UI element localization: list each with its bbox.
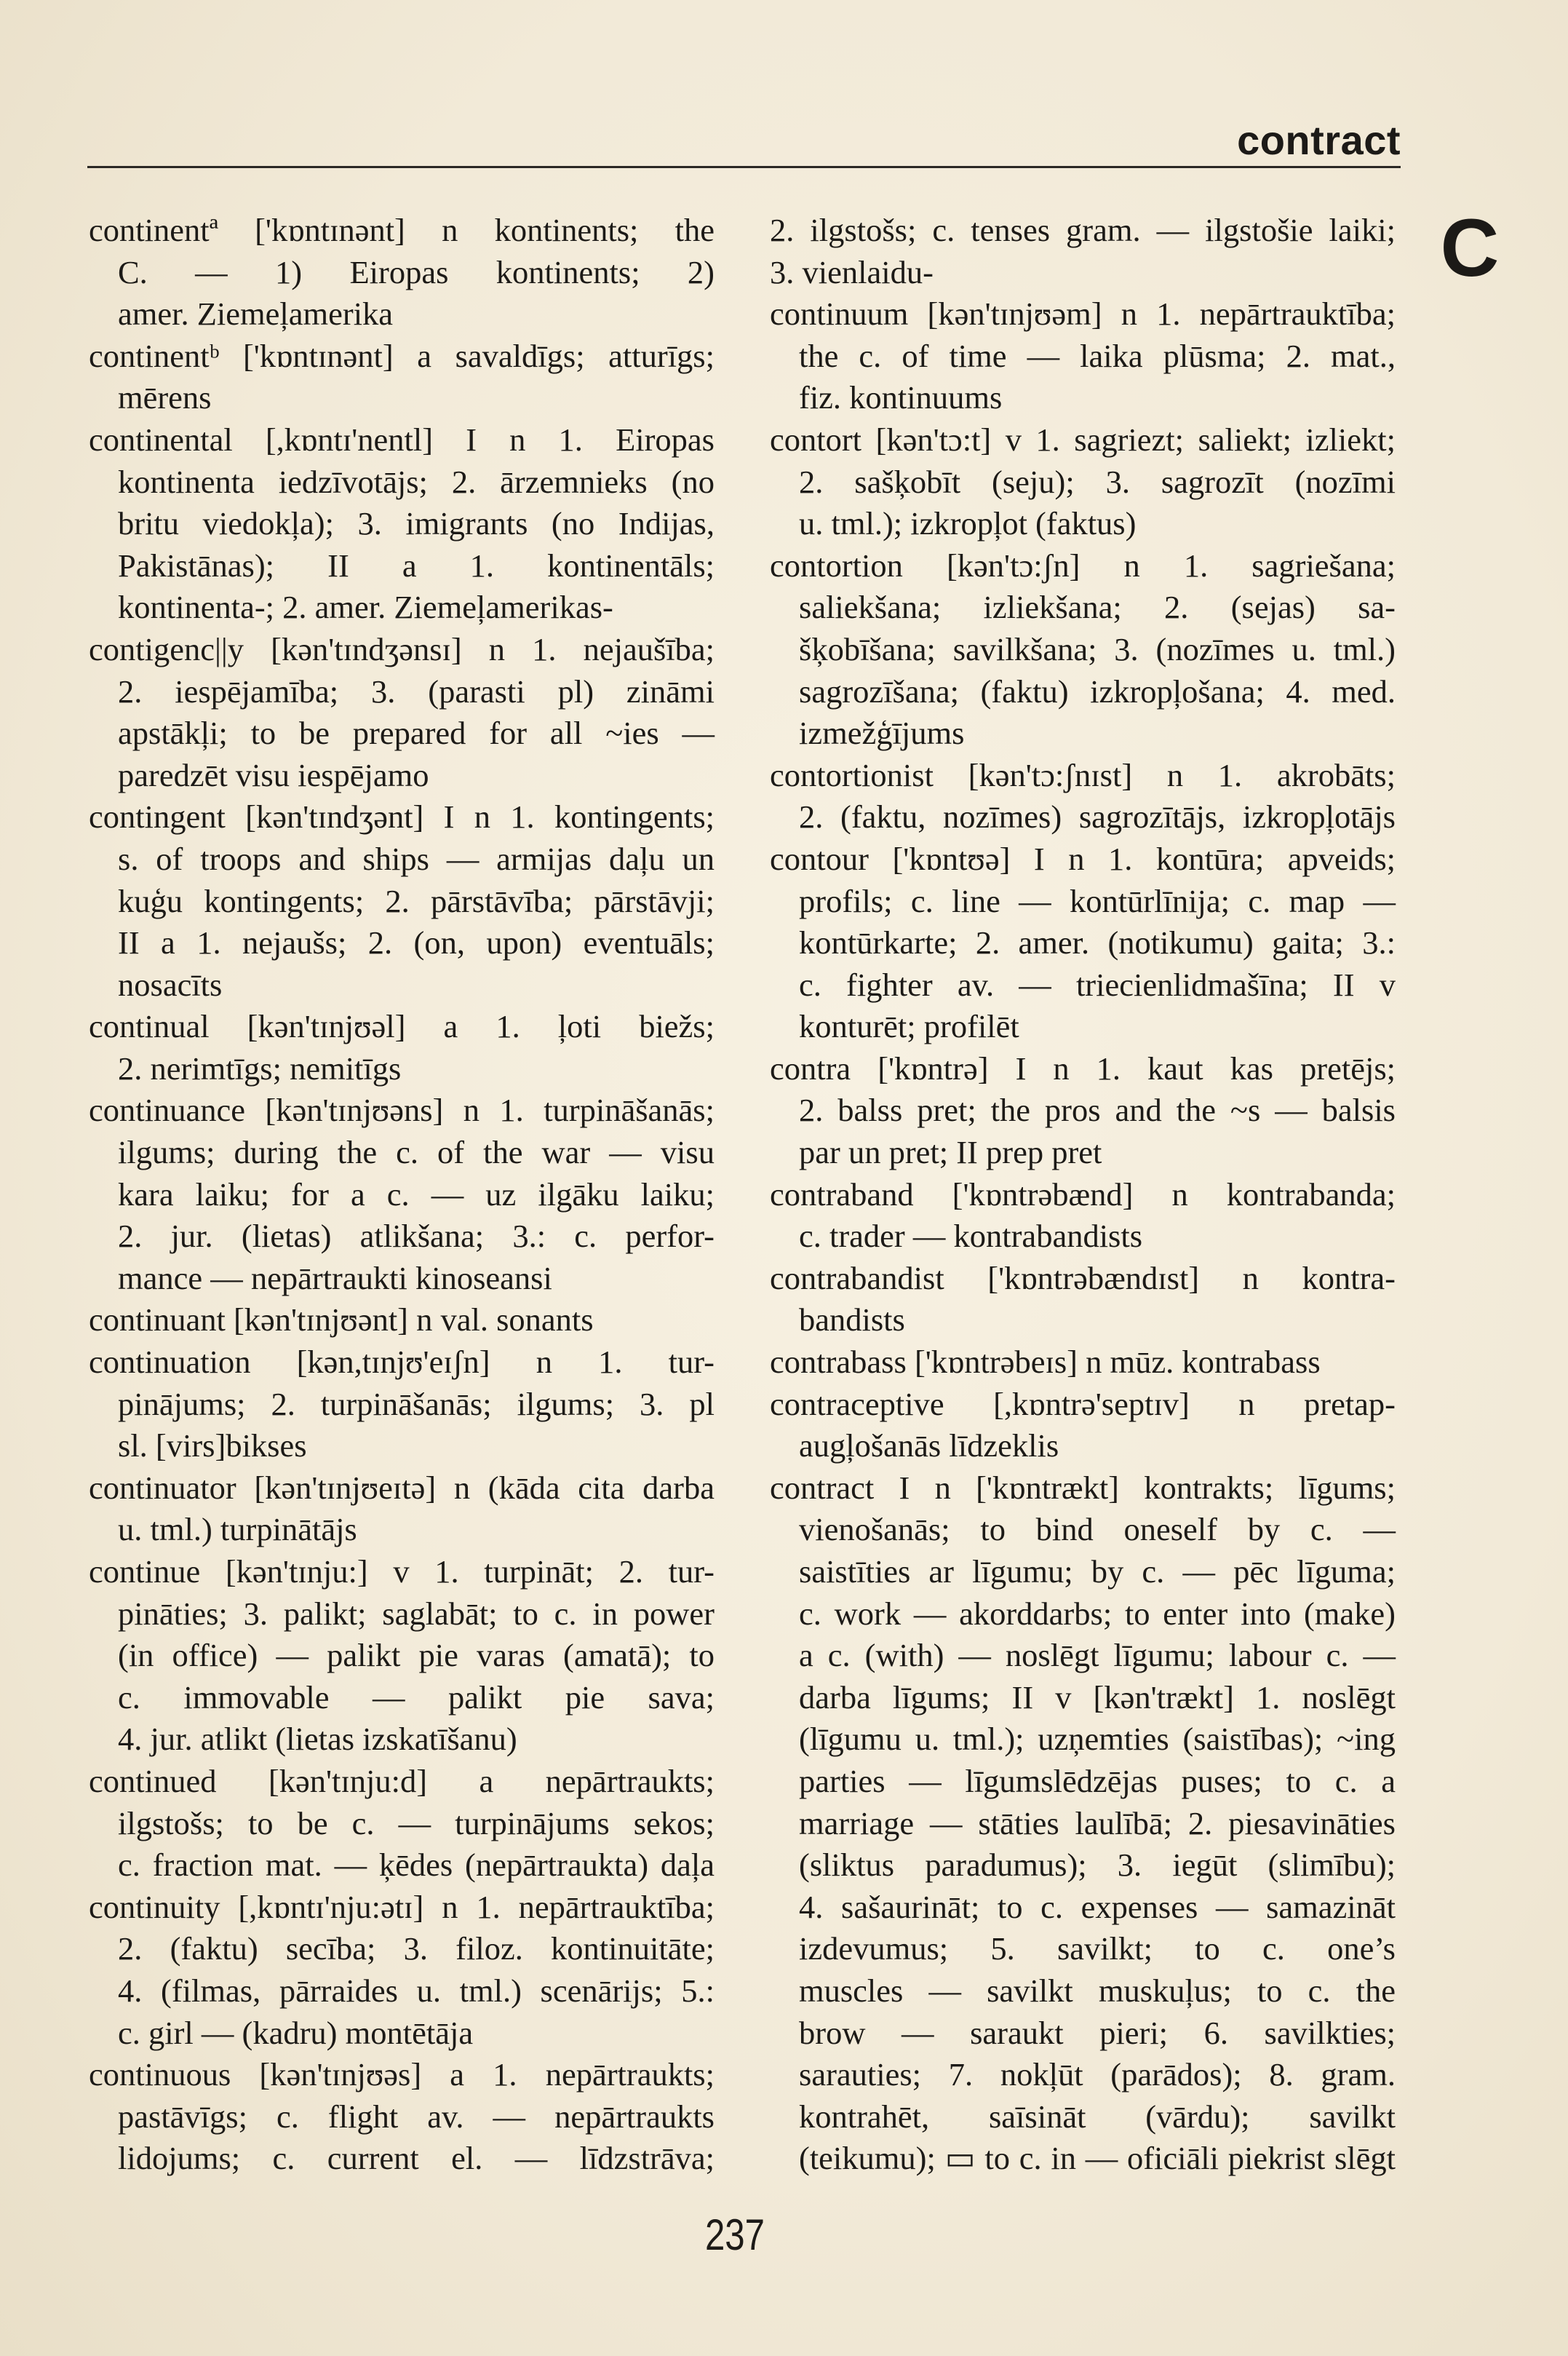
entry-line: contortion [kən'tɔ:ʃn] n 1. sagriešana; — [770, 547, 1396, 584]
entry-continuation-line: ilgstošs; to be c. — turpinājums sekos; — [118, 1804, 715, 1841]
entry-continuation-line: brow — saraukt pieri; 6. savilkties; — [799, 2014, 1396, 2051]
entry-continuation-line: kontinenta-; 2. amer. Ziemeļamerikas- — [118, 589, 613, 626]
entry-line: continuant [kən'tɪnjʊənt] n val. sonants — [89, 1301, 594, 1338]
right-column — [770, 210, 1396, 2180]
entry-continuation-line: kontūrkarte; 2. amer. (notikumu) gaita; 3.: — [799, 924, 1396, 961]
entry-continuation-line: c. fraction mat. — ķēdes (nepārtraukta) daļa — [118, 1847, 715, 1884]
entry-continuation-line: saistīties ar līgumu; by c. — pēc līguma; — [799, 1553, 1396, 1590]
entry-line: continual [kən'tɪnjʊəl] a 1. ļoti biežs; — [89, 1008, 715, 1045]
entry-continuation-line: sarauties; 7. nokļūt (parādos); 8. gram. — [799, 2056, 1396, 2093]
entry-continuation-line: izmežģījums — [799, 715, 965, 752]
entry-line: contour ['kɒntʊə] I n 1. kontūra; apveids; — [770, 840, 1396, 877]
entry-continuation-line: pināties; 3. palikt; saglabāt; to c. in power — [118, 1595, 715, 1632]
entry-continuation-line: Pakistānas); II a 1. kontinentāls; — [118, 547, 715, 584]
entry-continuation-line: 2. jur. (lietas) atlikšana; 3.: c. perfor- — [118, 1218, 715, 1255]
entry-continuation-line: parties — līgumslēdzējas puses; to c. a — [799, 1762, 1396, 1799]
entry-line: 2. ilgstošs; c. tenses gram. — ilgstošie laiki; — [770, 212, 1396, 248]
entry-continuation-line: sagrozīšana; (faktu) izkropļošana; 4. med. — [799, 673, 1396, 710]
entry-line: continuation [kən,tɪnjʊ'eɪʃn] n 1. tur- — [89, 1344, 715, 1381]
entry-continuation-line: amer. Ziemeļamerika — [118, 296, 394, 333]
entry-continuation-line: britu viedokļa); 3. imigrants (no Indijas, — [118, 505, 715, 542]
entry-line: contract I n ['kɒntrækt] kontrakts; līgums; — [770, 1469, 1396, 1506]
entry-continuation-line: 4. (filmas, pārraides u. tml.) scenārijs; 5.: — [118, 1972, 715, 2009]
entry-continuation-line: 2. balss pret; the pros and the ~s — balsis — [799, 1092, 1396, 1129]
entry-line: contort [kən'tɔ:t] v 1. sagriezt; saliekt; izliekt; — [770, 421, 1396, 458]
entry-continuation-line: 4. jur. atlikt (lietas izskatīšanu) — [118, 1721, 517, 1758]
entry-continuation-line: 4. sašaurināt; to c. expenses — samazināt — [799, 1888, 1396, 1925]
entry-continuation-line: saliekšana; izliekšana; 2. (sejas) sa- — [799, 589, 1396, 626]
entry-line: continentª ['kɒntɪnənt] n kontinents; the — [89, 212, 715, 248]
entry-continuation-line: lidojums; c. current el. — līdzstrāva; — [118, 2140, 715, 2177]
entry-line: contrabandist ['kɒntrəbændɪst] n kontra- — [770, 1259, 1396, 1296]
entry-continuation-line: (līgumu u. tml.); uzņemties (saistības); ~ing — [799, 1721, 1396, 1758]
entry-continuation-line: c. fighter av. — triecienlidmašīna; II v — [799, 966, 1396, 1003]
entry-continuation-line: bandists — [799, 1301, 905, 1338]
left-column — [89, 210, 715, 2180]
entry-continuation-line: 2. sašķobīt (seju); 3. sagrozīt (nozīmi — [799, 463, 1396, 500]
entry-line: continuator [kən'tɪnjʊeɪtə] n (kāda cita darba — [89, 1469, 715, 1506]
entry-continuation-line: apstākļi; to be prepared for all ~ies — — [118, 715, 715, 752]
entry-line: contortionist [kən'tɔ:ʃnɪst] n 1. akrobāts; — [770, 756, 1396, 793]
entry-continuation-line: marriage — stāties laulībā; 2. piesavināties — [799, 1804, 1396, 1841]
entry-continuation-line: augļošanās līdzeklis — [799, 1427, 1059, 1464]
entry-continuation-line: C. — 1) Eiropas kontinents; 2) — [118, 253, 715, 290]
entry-line: continental [,kɒntɪ'nentl] I n 1. Eiropas — [89, 421, 715, 458]
entry-continuation-line: šķobīšana; savilkšana; 3. (nozīmes u. tml.) — [799, 630, 1396, 667]
entry-line: continuous [kən'tɪnjʊəs] a 1. nepārtraukts; — [89, 2056, 715, 2093]
entry-continuation-line: pastāvīgs; c. flight av. — nepārtraukts — [118, 2098, 715, 2135]
guide-word: contract — [1237, 117, 1401, 163]
entry-continuation-line: c. trader — kontrabandists — [799, 1218, 1143, 1255]
entry-line: contra ['kɒntrə] I n 1. kaut kas pretējs; — [770, 1050, 1396, 1087]
entry-continuation-line: profils; c. line — kontūrlīnija; c. map — — [799, 882, 1396, 919]
entry-continuation-line: II a 1. nejaušs; 2. (on, upon) eventuāls; — [118, 924, 715, 961]
entry-line: continuity [,kɒntɪ'nju:ətɪ] n 1. nepārtrauktība; — [89, 1888, 715, 1925]
section-letter: C — [1440, 202, 1500, 293]
entry-continuation-line: 2. nerimtīgs; nemitīgs — [118, 1050, 402, 1087]
page-number: 237 — [704, 2210, 765, 2259]
entry-continuation-line: mērens — [118, 379, 212, 416]
entry-continuation-line: kontinenta iedzīvotājs; 2. ārzemnieks (no — [118, 463, 715, 500]
entry-continuation-line: a c. (with) — noslēgt līgumu; labour c. — — [799, 1637, 1396, 1674]
entry-line: continue [kən'tɪnju:] v 1. turpināt; 2. tur- — [89, 1553, 715, 1590]
entry-continuation-line: c. work — akorddarbs; to enter into (make) — [799, 1595, 1396, 1632]
entry-line: 3. vienlaidu- — [770, 253, 934, 290]
entry-line: continentᵇ ['kɒntɪnənt] a savaldīgs; atturīgs; — [89, 337, 715, 374]
entry-line: contraceptive [,kɒntrə'septɪv] n pretap- — [770, 1385, 1396, 1422]
entry-continuation-line: vienošanās; to bind oneself by c. — — [799, 1511, 1396, 1548]
entry-continuation-line: c. immovable — palikt pie sava; — [118, 1678, 715, 1716]
entry-line: continuance [kən'tɪnjʊəns] n 1. turpināšanās; — [89, 1092, 715, 1129]
entry-continuation-line: fiz. kontinuums — [799, 379, 1003, 416]
entry-continuation-line: mance — nepārtraukti kinoseansi — [118, 1259, 552, 1296]
entry-continuation-line: nosacīts — [118, 966, 223, 1003]
entry-line: continued [kən'tɪnju:d] a nepārtraukts; — [89, 1762, 715, 1799]
entry-continuation-line: paredzēt visu iespējamo — [118, 756, 429, 793]
entry-continuation-line: 2. (faktu, nozīmes) sagrozītājs, izkropļotājs — [799, 798, 1396, 836]
entry-continuation-line: c. girl — (kadru) montētāja — [118, 2014, 474, 2051]
entry-continuation-line: (in office) — palikt pie varas (amatā); to — [118, 1637, 715, 1674]
entry-continuation-line: muscles — savilkt muskuļus; to c. the — [799, 1972, 1396, 2009]
entry-line: contigenc||y [kən'tɪndʒənsɪ] n 1. nejaušība; — [89, 630, 715, 667]
entry-continuation-line: 2. iespējamība; 3. (parasti pl) zināmi — [118, 673, 715, 710]
entry-line: continuum [kən'tɪnjʊəm] n 1. nepārtrauktība; — [770, 296, 1396, 333]
entry-continuation-line: konturēt; profilēt — [799, 1008, 1019, 1045]
entry-continuation-line: darba līgums; II v [kən'trækt] 1. noslēgt — [799, 1678, 1396, 1716]
entry-continuation-line: (teikumu); ▭ to c. in — oficiāli piekrist slēgt — [799, 2140, 1396, 2177]
entry-continuation-line: kara laiku; for a c. — uz ilgāku laiku; — [118, 1175, 715, 1213]
entry-continuation-line: u. tml.); izkropļot (faktus) — [799, 505, 1137, 542]
entry-line: contraband ['kɒntrəbænd] n kontrabanda; — [770, 1175, 1396, 1213]
entry-continuation-line: pinājums; 2. turpināšanās; ilgums; 3. pl — [118, 1385, 715, 1422]
entry-continuation-line: izdevumus; 5. savilkt; to c. one’s — [799, 1930, 1396, 1967]
entry-continuation-line: s. of troops and ships — armijas daļu un — [118, 840, 715, 877]
header-rule — [87, 166, 1401, 168]
entry-continuation-line: sl. [virs]bikses — [118, 1427, 307, 1464]
entry-line: contingent [kən'tɪndʒənt] I n 1. kontingents; — [89, 798, 715, 836]
entry-continuation-line: 2. (faktu) secība; 3. filoz. kontinuitāte; — [118, 1930, 715, 1967]
entry-continuation-line: u. tml.) turpinātājs — [118, 1511, 357, 1548]
entry-continuation-line: par un pret; II prep pret — [799, 1134, 1102, 1171]
entry-continuation-line: ilgums; during the c. of the war — visu — [118, 1134, 715, 1171]
entry-continuation-line: the c. of time — laika plūsma; 2. mat., — [799, 337, 1396, 374]
entry-continuation-line: kuģu kontingents; 2. pārstāvība; pārstāvji; — [118, 882, 715, 919]
entry-continuation-line: (sliktus paradumus); 3. iegūt (slimību); — [799, 1847, 1396, 1884]
entry-line: contrabass ['kɒntrəbeɪs] n mūz. kontrabass — [770, 1344, 1321, 1381]
entry-continuation-line: kontrahēt, saīsināt (vārdu); savilkt — [799, 2098, 1396, 2135]
